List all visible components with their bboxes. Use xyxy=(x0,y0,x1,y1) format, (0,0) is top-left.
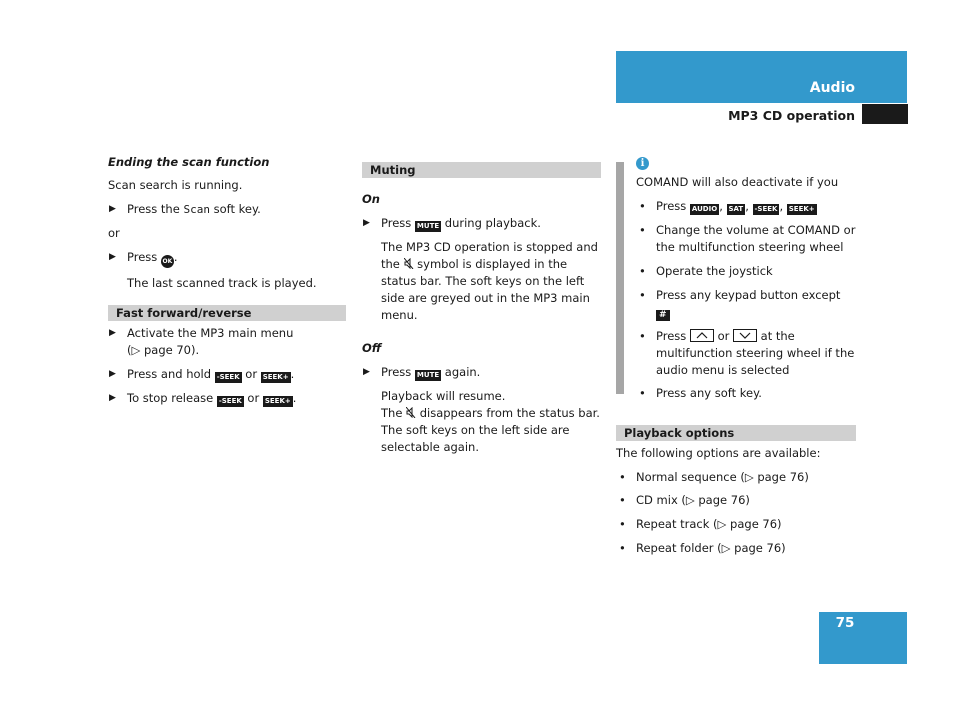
info-item-keypad: • Press any keypad button except # xyxy=(639,288,841,320)
triangle-bullet-icon: ▶ xyxy=(109,328,116,338)
subsection-title: MP3 CD operation xyxy=(728,108,855,123)
mute-result-text: The MP3 CD operation is stopped and the symbol is displayed in the status bar. The soft keys on the left side are greyed out in the MP3 main menu. xyxy=(381,240,598,322)
info-item-volume: • Change the volume at COMAND or the multifunction steering wheel xyxy=(639,223,856,254)
header-marker xyxy=(862,104,908,124)
up-arrow-key-icon xyxy=(690,329,714,342)
step-activate-menu: ▶ Activate the MP3 main menu (▷ page 70). xyxy=(109,326,294,357)
down-arrow-key-icon xyxy=(733,329,757,342)
triangle-bullet-icon: ▶ xyxy=(109,252,116,262)
ok-button-icon: OK xyxy=(161,255,174,268)
seek-plus-key: SEEK+ xyxy=(788,205,815,213)
hash-key: # xyxy=(656,310,670,321)
info-item-softkey: • Press any soft key. xyxy=(639,386,762,400)
section-title: Audio xyxy=(809,80,855,96)
option-normal-sequence: • Normal sequence (▷ page 76) xyxy=(619,470,809,484)
or-text: or xyxy=(108,226,120,240)
seek-minus-key: -SEEK xyxy=(218,397,242,405)
column-middle xyxy=(362,162,601,456)
info-item-press-keys: • Press AUDIO , SAT , -SEEK , SEEK+ xyxy=(639,199,815,213)
info-icon: i xyxy=(636,157,649,170)
seek-plus-key: SEEK+ xyxy=(262,373,289,381)
seek-minus-key: -SEEK xyxy=(754,205,778,213)
sat-key: SAT xyxy=(728,205,744,213)
seek-minus-key: -SEEK xyxy=(216,373,240,381)
step-stop-release: ▶ To stop release -SEEK or SEEK+ . xyxy=(109,391,297,405)
step-press-hold-seek: ▶ Press and hold -SEEK or SEEK+ . xyxy=(109,367,295,381)
scan-softkey-label: Scan xyxy=(183,203,210,216)
triangle-bullet-icon: ▶ xyxy=(109,369,116,379)
mute-speaker-icon xyxy=(404,257,414,271)
scan-status-text: Scan search is running. xyxy=(108,178,243,192)
step-press-ok: ▶ Press OK . xyxy=(108,249,346,268)
triangle-bullet-icon: ▶ xyxy=(363,218,370,228)
triangle-bullet-icon: ▶ xyxy=(109,393,116,403)
column-left xyxy=(108,154,346,407)
scan-result-text: The last scanned track is played. xyxy=(127,276,317,290)
triangle-bullet-icon: ▶ xyxy=(363,367,370,377)
audio-key: AUDIO xyxy=(691,205,718,213)
triangle-bullet-icon: ▶ xyxy=(109,204,116,214)
mute-key: MUTE xyxy=(416,371,440,379)
section-playback-options: Playback options xyxy=(616,425,856,441)
info-block xyxy=(616,154,856,402)
options-intro: The following options are available: xyxy=(616,446,821,460)
resume-text: Playback will resume. xyxy=(381,389,506,403)
section-fast-forward: Fast forward/reverse xyxy=(108,305,346,321)
heading-ending-scan: Ending the scan function xyxy=(108,155,270,169)
column-right xyxy=(616,154,856,557)
option-repeat-track: • Repeat track (▷ page 76) xyxy=(619,517,782,531)
step-press-mute: ▶ Press MUTE during playback. xyxy=(363,216,541,230)
mute-key: MUTE xyxy=(416,222,440,230)
unmute-result-text: The disappears from the status bar. The soft keys on the left side are selectable again. xyxy=(381,406,600,454)
info-item-joystick: • Operate the joystick xyxy=(639,264,773,278)
step-press-mute-again: ▶ Press MUTE again. xyxy=(363,365,481,379)
seek-plus-key: SEEK+ xyxy=(264,397,291,405)
heading-on: On xyxy=(362,192,380,206)
info-intro: COMAND will also deactivate if you xyxy=(636,175,839,189)
heading-off: Off xyxy=(362,341,382,355)
option-cd-mix: • CD mix (▷ page 76) xyxy=(619,493,750,507)
option-repeat-folder: • Repeat folder (▷ page 76) xyxy=(619,541,786,555)
section-muting: Muting xyxy=(362,162,601,178)
info-item-arrow-keys: • Press or at the multifunction steering wheel if the audio menu is selected xyxy=(639,329,855,377)
page-number: 75 xyxy=(835,615,855,631)
step-press-scan: ▶ Press the Scan soft key. xyxy=(109,202,261,216)
mute-speaker-icon xyxy=(406,406,416,420)
